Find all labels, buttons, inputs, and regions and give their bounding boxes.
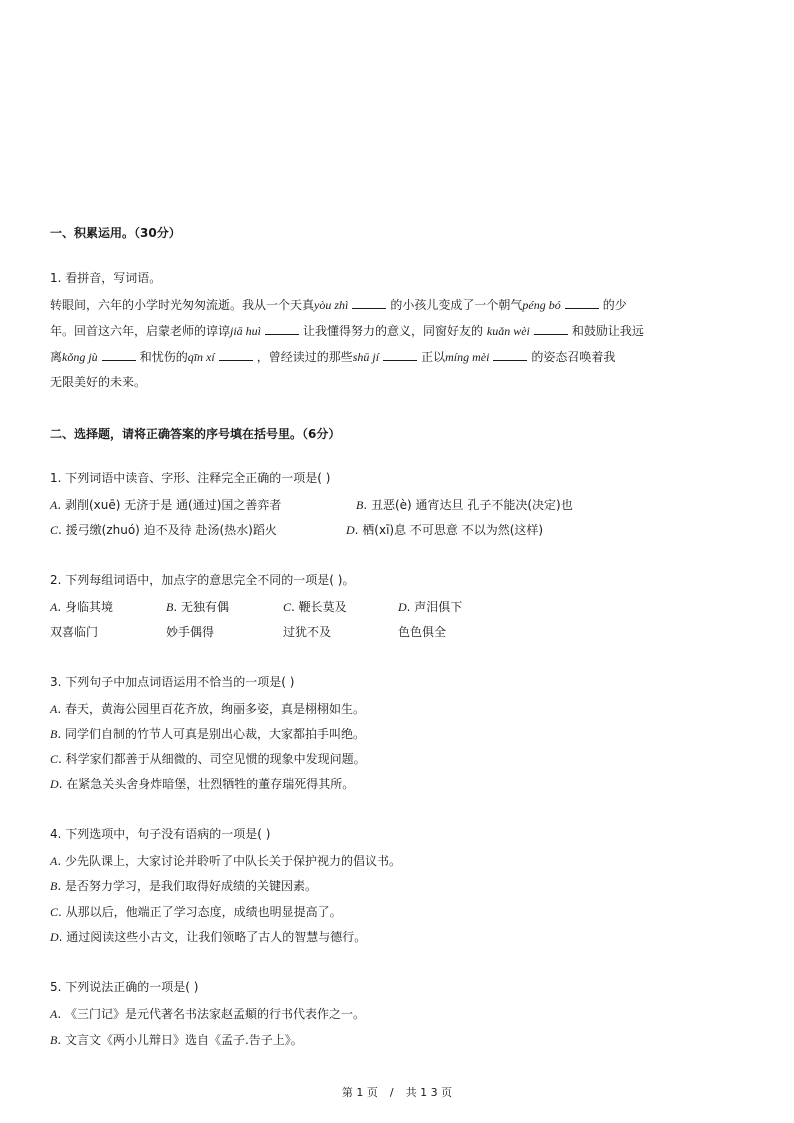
option-letter: C	[50, 523, 59, 537]
option-text: . 声泪俱下	[406, 600, 463, 614]
option-text: . 在紧急关头舍身炸暗堡，壮烈牺牲的董存瑞死得其所。	[58, 777, 355, 791]
answer-blank[interactable]	[219, 349, 253, 361]
option-letter: C	[50, 752, 59, 766]
text: 的姿态召唤着我	[531, 350, 616, 364]
s2-q1-option-a[interactable]	[50, 496, 281, 513]
q1-line-3	[50, 349, 615, 365]
answer-blank[interactable]	[383, 349, 417, 361]
s2-q3-option-b[interactable]	[50, 725, 365, 742]
text: 和鼓励让我远	[571, 324, 644, 338]
option-text: . 丑恶(è) 通宵达旦 孔子不能决(决定)也	[363, 498, 573, 512]
page-total: 共 1 3 页	[405, 1086, 453, 1099]
option-letter: D	[346, 523, 355, 537]
option-text: . 是否努力学习，是我们取得好成绩的关键因素。	[57, 879, 317, 893]
option-letter: C	[50, 905, 59, 919]
text: 正以	[421, 350, 446, 364]
s2-q2-stem: 2. 下列每组词语中，加点字的意思完全不同的一项是( )。	[50, 573, 355, 587]
s2-q2-b-second-word: 妙手偶得	[166, 625, 215, 639]
option-text: . 《三门记》是元代著名书法家赵孟頫的行书代表作之一。	[57, 1007, 365, 1021]
text: 转眼间，六年的小学时光匆匆流逝。我从一个天真	[50, 298, 315, 312]
s2-q4-option-b[interactable]	[50, 877, 317, 894]
text: ，曾经读过的那些	[256, 350, 353, 364]
section2-title: 二、选择题，请将正确答案的序号填在括号里。（6分）	[50, 427, 341, 441]
option-letter: C	[283, 600, 292, 614]
q1-line-1	[50, 297, 627, 313]
option-text: . 春天，黄海公园里百花齐放，绚丽多姿，真是栩栩如生。	[57, 702, 365, 716]
option-letter: A	[50, 702, 58, 716]
option-letter: B	[356, 498, 364, 512]
option-text: . 从那以后，他端正了学习态度，成绩也明显提高了。	[58, 905, 342, 919]
text: 和忧伤的	[139, 350, 188, 364]
pinyin-youzhi: yòu zhì	[314, 298, 349, 312]
text: 让我懂得努力的意义，同窗好友的	[303, 324, 484, 338]
answer-blank[interactable]	[265, 323, 299, 335]
page-separator: /	[389, 1086, 394, 1099]
option-letter: D	[50, 777, 59, 791]
s2-q5-option-b[interactable]	[50, 1031, 303, 1048]
s2-q3-option-a[interactable]	[50, 700, 365, 717]
q1-line-4: 无限美好的未来。	[50, 375, 147, 389]
answer-blank[interactable]	[493, 349, 527, 361]
s2-q3-stem: 3. 下列句子中加点词语运用不恰当的一项是( )	[50, 675, 295, 689]
s2-q3-option-c[interactable]	[50, 750, 366, 767]
option-text: . 科学家们都善于从细微的、司空见惯的现象中发现问题。	[58, 752, 366, 766]
s2-q4-stem: 4. 下列选项中，句子没有语病的一项是( )	[50, 827, 271, 841]
pinyin-kuanwei: kuǎn wèi	[486, 324, 530, 338]
page-footer	[0, 1084, 794, 1100]
text: 的少	[602, 298, 627, 312]
pinyin-mingmei: míng mèi	[445, 350, 490, 364]
option-text: . 同学们自制的竹节人可真是别出心裁，大家都拍手叫绝。	[57, 727, 365, 741]
pinyin-kongju: kǒng jù	[62, 350, 98, 364]
text: 离	[50, 350, 63, 364]
option-text: . 栖(xī)息 不可思意 不以为然(这样)	[354, 523, 544, 537]
pinyin-qinxi: qīn xí	[187, 350, 215, 364]
answer-blank[interactable]	[534, 323, 568, 335]
option-letter: A	[50, 600, 58, 614]
s2-q2-option-c[interactable]	[283, 598, 347, 615]
option-text: . 鞭长莫及	[291, 600, 347, 614]
answer-blank[interactable]	[102, 349, 136, 361]
option-text: . 援弓缴(zhuó) 迫不及待 赴汤(热水)蹈火	[58, 523, 277, 537]
option-text: . 少先队课上，大家讨论并聆听了中队长关于保护视力的倡议书。	[57, 854, 401, 868]
s2-q1-option-b[interactable]	[356, 496, 573, 513]
s2-q4-option-a[interactable]	[50, 852, 401, 869]
option-text: . 文言文《两小儿辩日》选自《孟子.告子上》。	[57, 1033, 303, 1047]
s2-q3-option-d[interactable]	[50, 775, 354, 792]
pinyin-shuji: shū jí	[352, 350, 380, 364]
option-letter: B	[50, 879, 58, 893]
s2-q2-c-second-word: 过犹不及	[283, 625, 332, 639]
s2-q2-option-a[interactable]	[50, 598, 113, 615]
s2-q2-d-second-word: 色色俱全	[398, 625, 447, 639]
option-letter: A	[50, 1007, 58, 1021]
pinyin-pengbo: péng bó	[522, 298, 561, 312]
text: 年。回首这六年，启蒙老师的谆谆	[50, 324, 231, 338]
s2-q2-option-b[interactable]	[166, 598, 229, 615]
option-text: . 剥削(xuē) 无济于是 通(通过)国之善弈者	[57, 498, 282, 512]
s2-q1-stem: 1. 下列词语中读音、字形、注释完全正确的一项是( )	[50, 471, 331, 485]
s2-q4-option-d[interactable]	[50, 928, 366, 945]
s2-q1-option-c[interactable]	[50, 521, 277, 538]
option-letter: A	[50, 498, 58, 512]
s2-q5-option-a[interactable]	[50, 1005, 365, 1022]
option-text: . 通过阅读这些小古文，让我们领略了古人的智慧与德行。	[58, 930, 367, 944]
answer-blank[interactable]	[565, 297, 599, 309]
option-letter: B	[50, 1033, 58, 1047]
s2-q5-stem: 5. 下列说法正确的一项是( )	[50, 980, 199, 994]
s2-q2-option-d[interactable]	[398, 598, 462, 615]
page-number: 第 1 页	[341, 1086, 378, 1099]
s2-q4-option-c[interactable]	[50, 903, 342, 920]
option-letter: B	[166, 600, 174, 614]
answer-blank[interactable]	[352, 297, 386, 309]
text: 的小孩儿变成了一个朝气	[390, 298, 523, 312]
option-letter: A	[50, 854, 58, 868]
q1-stem: 1. 看拼音，写词语。	[50, 271, 162, 285]
pinyin-jiahui: jiā huì	[230, 324, 262, 338]
option-letter: D	[50, 930, 59, 944]
section1-title: 一、积累运用。（30分）	[50, 226, 181, 240]
option-letter: D	[398, 600, 407, 614]
option-text: . 无独有偶	[173, 600, 229, 614]
s2-q1-option-d[interactable]	[346, 521, 543, 538]
option-text: . 身临其境	[57, 600, 113, 614]
s2-q2-a-second-word: 双喜临门	[50, 625, 99, 639]
q1-line-2	[50, 323, 644, 339]
option-letter: B	[50, 727, 58, 741]
